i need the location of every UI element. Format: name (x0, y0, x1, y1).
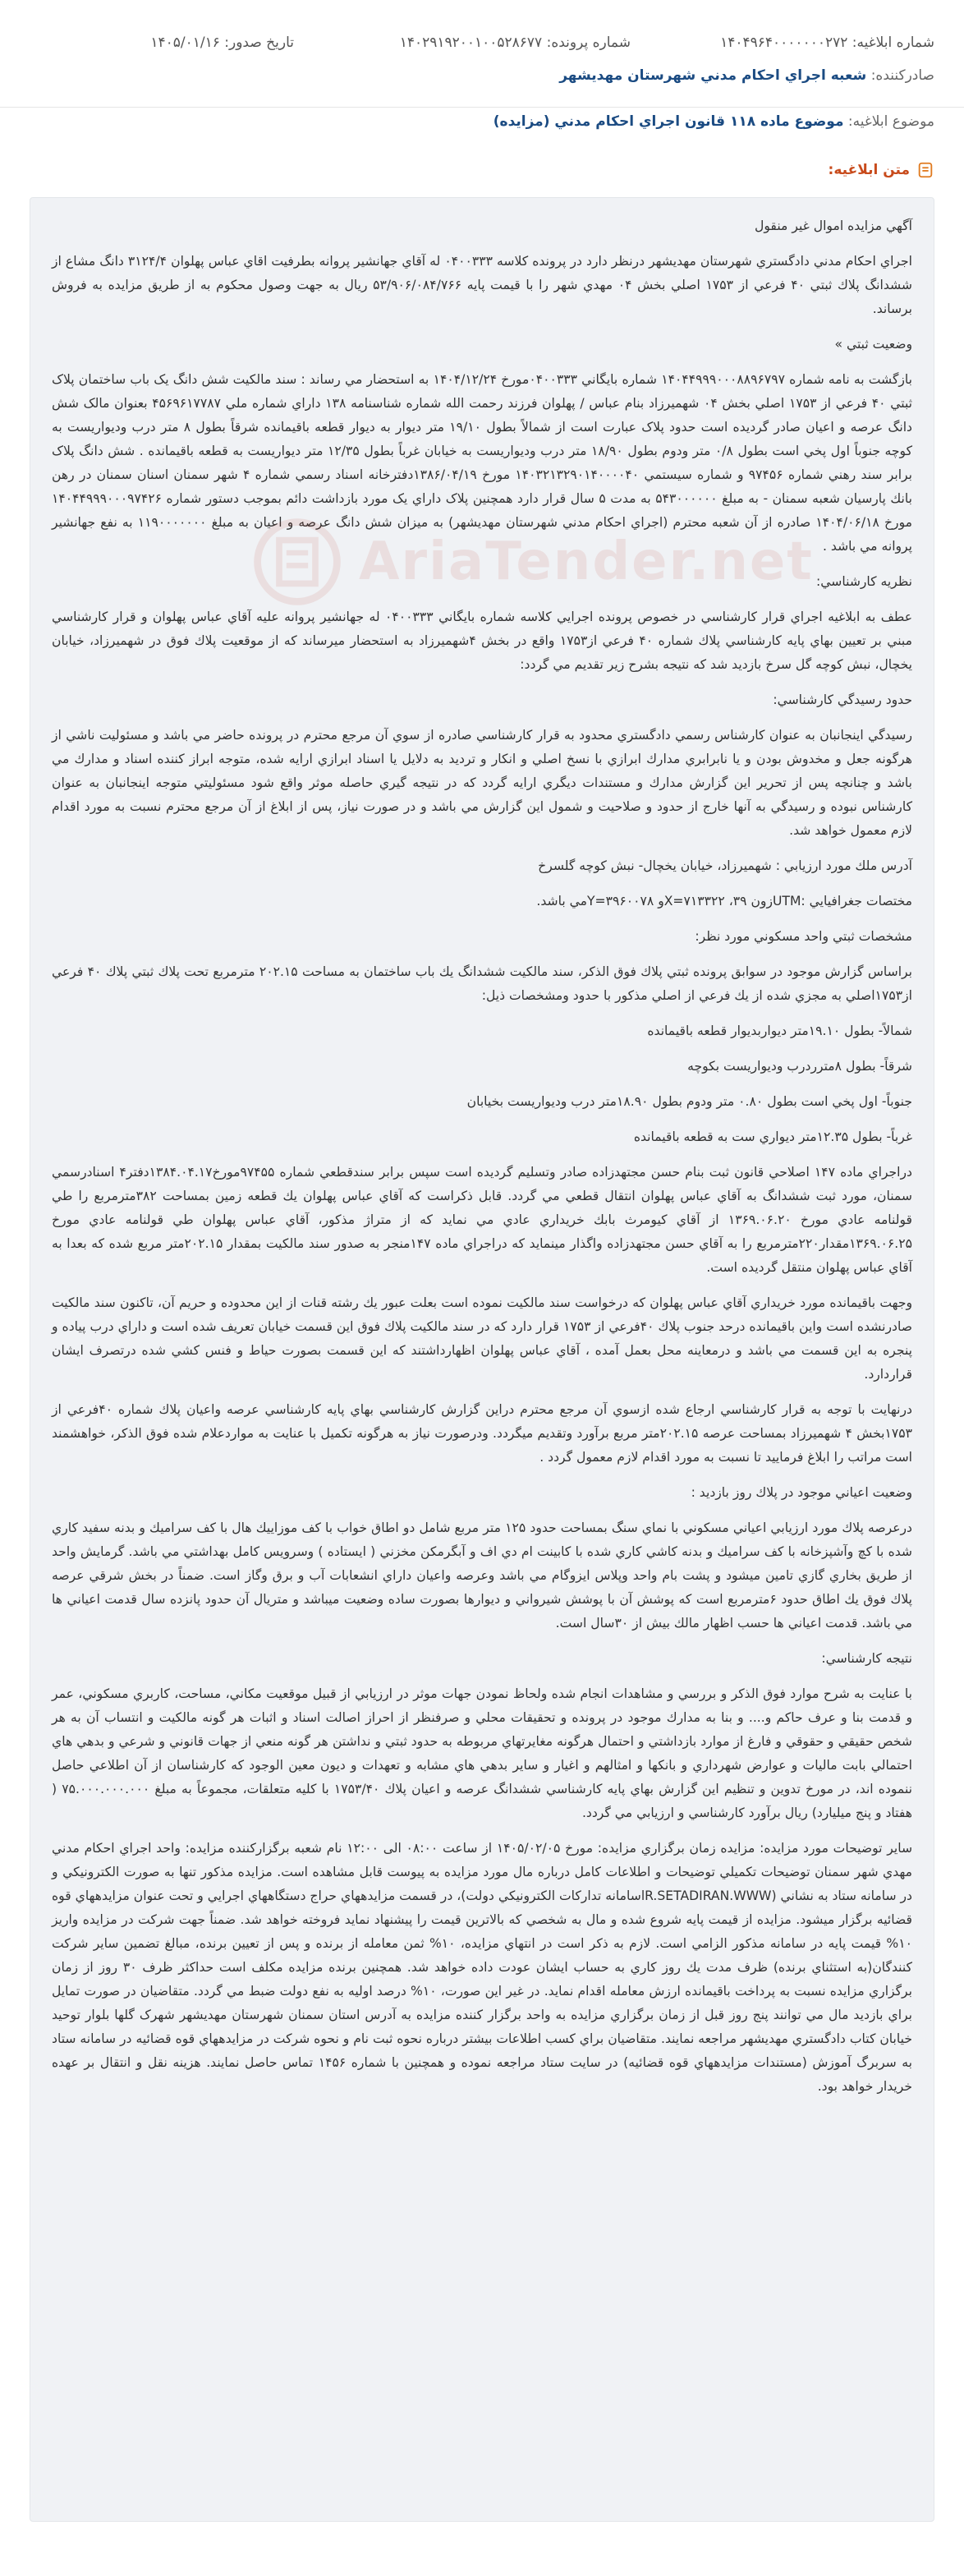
notice-number-value: ۱۴۰۴۹۶۴۰۰۰۰۰۰۰۲۷۲ (720, 34, 848, 51)
paragraph: آگهي مزايده اموال غير منقول (755, 218, 912, 233)
issue-date-value: ۱۴۰۵/۰۱/۱۶ (150, 34, 220, 51)
notice-header (0, 0, 964, 108)
issuer-row (559, 67, 934, 84)
paragraph: وضعيت اعياني موجود در پلاك روز بازديد : (691, 1485, 912, 1500)
paragraph: اجراي احكام مدني دادگستري شهرستان مهديشهر درنظر دارد در پرونده كلاسه ۰۴۰۰۳۳۳ له آقاي جهانشير پروانه بطرفيت اقاي عباس پهلوان ۳۱۲۴/۴ دانگ مشاع از ششدانگ پلاك ثبتي ۴۰ فرعي از ۱۷۵۳ اصلي بخش ۰۴ مهدي شهر را با قيمت پايه ۵۳/۹۰۶/۰۸۴/۷۶۶ ريال به جهت وصول محكوم به از طريق مزايده به فروش برساند. (52, 254, 912, 316)
body-heading-label: متن ابلاغیه: (828, 162, 910, 178)
paragraph: نتيجه كارشناسي: (821, 1651, 912, 1666)
paragraph: جنوباً- اول پخي است بطول ۰.۸۰ متر ودوم بطول ۱۸.۹۰متر درب وديواريست بخيابان (466, 1094, 912, 1109)
case-number-label: شماره پرونده: (546, 34, 631, 51)
paragraph: وجهت باقيمانده مورد خريداري آقاي عباس پهلوان كه درخواست سند مالكيت نموده است بعلت عبور يك رشته قنات از اين محدوده و حريم آن، تاكنون سند مالكيت صادرنشده است واين باقيمانده درحد جنوب پلاك ۴۰فرعي از ۱۷۵۳ قرار دارد كه در سند مالكيت پلاك فوق اين قسمت خيابان تعريف شده است و داراي درب پياده و پنجره به اين قسمت مي باشد و درمعاينه محل بعمل آمده ، آقاي عباس پهلوان اظهارداشتند كه اين قسمت بصورت حياط و فنس كشي شده درتصرف ايشان قراردارد. (52, 1295, 912, 1382)
paragraph: دراجراي ماده ۱۴۷ اصلاحي قانون ثبت بنام حسن مجتهدزاده صادر وتسليم گرديده است سپس برابر سندقطعي شماره ۹۷۴۵۵مورخ۱۳۸۴.۰۴.۱۷دفتر۴ اسنادرسمي سمنان، مورد ثبت ششدانگ به آقاي عباس پهلوان انتقال قطعي مي گردد. قابل ذكراست كه آقاي عباس پهلوان يك قطعه زمين بمساحت ۳۸۲مترمربع را طي قولنامه عادي مورخ ۱۳۶۹.۰۶.۲۰ از آقاي كيومرث بابك خريداري عادي مي نمايد كه از متراژ مذكور، آقاي عباس پهلوان طي قولنامه عادي مورخ ۱۳۶۹.۰۶.۲۵مقدار۲۲۰مترمربع را به آقاي حسن مجتهدزاده واگذار مينمايد كه دراجراي ماده ۱۴۷منجر به صدور سند مالكيت بمقدار ۲۰۲.۱۵متر مربع شده كه بعدا به آقاي عباس پهلوان منتقل گرديده است. (52, 1165, 913, 1275)
subject-row (493, 113, 934, 130)
paragraph: آدرس ملك مورد ارزيابي : شهميرزاد، خيابان يخچال- نبش كوچه گلسرخ (538, 858, 912, 873)
paragraph: وضعيت ثبتي » (834, 337, 912, 352)
case-number-value: ۱۴۰۲۹۱۹۲۰۰۱۰۰۵۲۸۶۷۷ (399, 34, 543, 51)
notice-meta-row (30, 34, 934, 59)
watermark-text: AriaTender.net (359, 531, 814, 592)
subject-label: موضوع ابلاغیه: (847, 113, 934, 130)
paragraph: مشخصات ثبتي واحد مسكوني مورد نظر: (695, 929, 912, 944)
notice-number-label: شماره ابلاغیه: (852, 34, 934, 51)
signature-line: ساير توضيحات مورد مزايده: مزايده زمان برگزاري مزايده: مورخ ۱۴۰۵/۰۲/۰۵ از ساعت ۰۸:۰۰ الی ۱۲:۰۰ نام شعبه برگزاركننده مزايده: واحد اجراي احكام مدني مهدي شهر سمنان توضيحات تكميلي توضيحات و اطلاعات كامل درباره مال مورد مزايده به پيوست قابل مشاهده است. مزايده مذكور تنها به صورت الكترونيكي و در سامانه ستاد به نشاني (R.SETADIRAN.WWWاسامانه تداركات الكترونيكي دولت)، در قسمت مزايدههاي حراج دستگاههاي اجرايي و تحت عنوان مزايدههاي قوه قضائيه برگزار ميشود. مزايده از قيمت پايه شروع شده و مال به شخصي كه بالاترين قيمت را پيشنهاد نمايد فروخته خواهد شد. ضمناً جهت شركت در مزايده واريز ۱۰% قيمت پايه در سامانه مذكور الزامي است. لازم به ذكر است در انتهاي مزايده، ۱۰% ثمن معامله از برنده و پس از تعيين برنده، مبالغ تضمين ساير شركت كنندگان(به استثناي برنده) ظرف مدت يك روز كاري به حساب ايشان عودت داده خواهد شد. همچنين برنده مزايده مكلف است حداكثر ظرف ۳۰ روز از زمان برگزاري مزايده نسبت به پرداخت باقيمانده ارزش معامله اقدام نمايد. در غير اين صورت، ۱۰% درصد اوليه به نفع دولت ضبط مي گردد. متقاضيان در صورت تمايل براي بازديد مال مي توانند پنج روز قبل از زمان برگزاري مزايده به واحد برگزار كننده مزايده به آدرس استان سمنان شهرستان مهديشهر شهرک گلها بلوار توحيد خيابان كتاب دادگستري مهديشهر مراجعه نمايند. متقاضيان براي كسب اطلاعات بيشتر درباره نحوه ثبت نام و نحوه شركت در مزايدههاي قوه قضائيه در سامانه ستاد به سربرگ آموزش (مستندات مزايدههاي قوه قضائيه) در سايت ستاد مراجعه نموده و همچنين با شماره ۱۴۵۶ تماس حاصل نمايند. هزينه نقل و انتقال بر عهده خريدار خواهد بود. (52, 1841, 913, 2094)
issuer-value: شعبه اجراي احكام مدني شهرستان مهديشهر (559, 67, 867, 84)
subject-value: موضوع ماده ۱۱۸ قانون اجراي احكام مدني (مزايده) (493, 113, 844, 130)
paragraph: رسيدگي اينجانبان به عنوان كارشناس رسمي دادگستري محدود به قرار كارشناسي صادره از سوي آن مرجع محترم در پرونده حاضر مي باشد و مسئوليت ناشي از هرگونه جعل و مخدوش بودن و يا نابرابري مدارك ابرازي با نسخ اصلي و انكار و ترديد به دلايل يا اسناد ابرازي ارايه شده، متوجه ابراز كننده اسناد و مدارك مي باشد و چنانچه پس از تحرير اين گزارش مدارك و مستندات ديگري ارايه گردد كه در نتيجه گيري حاصله موثر واقع شود مسئوليتي متوجه اينجانبان به عنوان كارشناس نبوده و رسيدگي به آنها خارج از حدود و صلاحيت و شمول اين گزارش مي باشد و در صورت نياز، پس از ابلاغ از آن مرجع محترم نسبت به مورد اقدام لازم معمول خواهد شد. (52, 728, 912, 838)
paragraph: با عنايت به شرح موارد فوق الذكر و بررسي و مشاهدات انجام شده ولحاظ نمودن جهات موثر در ارزيابي از قبيل موقعيت مكاني، مساحت، كاربري مسكوني، عمر و قدمت بنا و عرف حاكم و.... و بنا به مدارك موجود در پرونده و تحقيقات محلي و صرفنظر از احراز اصالت اسناد و اثبات هر گونه مالكيت و انتساب آن به هر شخص حقيقي و حقوقي و فارغ از موارد بازداشتي و احتمال هرگونه مغايرتهاي مربوطه به حدود ثبتي و نداشتن هر گونه منعي از جهات قانوني و شرعي و بدهي هاي احتمالي بابت ماليات و عوارض شهرداري و بانكها و امثالهم و اغيار و ساير بدهي هاي مشابه و تعهدات و ديون معين الوجود كه كارشناسان از آن اطلاعي حاصل ننموده اند، در مورخ تدوين و تنظيم اين گزارش بهاي پايه كارشناسي ششدانگ عرصه و اعيان پلاك ۱۷۵۳/۴۰ با كليه متعلقات، مجموعاً به مبلغ ۷۵.۰۰۰.۰۰۰.۰۰۰ ( هفتاد و پنج ميليارد) ريال برآورد كارشناسي و ارزيابي مي گردد. (52, 1686, 912, 1820)
paragraph: حدود رسيدگي كارشناسي: (773, 692, 912, 707)
paragraph: غرباً- بطول ۱۲.۳۵متر ديواري ست به قطعه باقيمانده (633, 1129, 912, 1144)
paragraph: براساس گزارش موجود در سوابق پرونده ثبتي پلاك فوق الذكر، سند مالكيت ششدانگ يك باب ساختمان به مساحت ۲۰۲.۱۵ مترمربع تحت پلاك ثبتي پلاك ۴۰ فرعي از۱۷۵۳اصلي به مجزي شده از يك فرعي از اصلي مذكور با حدود ومشخصات ذيل: (52, 964, 912, 1003)
paragraph: بازگشت به نامه شماره ۱۴۰۴۴۹۹۹۰۰۰۸۸۹۶۷۹۷ شماره بايگاني ۰۴۰۰۳۳۳مورخ ۱۴۰۴/۱۲/۲۴ به استحضار مي رساند : سند مالكيت شش دانگ يک باب ساختمان پلاک ثبتي ۴۰ فرعي از ۱۷۵۳ اصلي بخش ۰۴ شهميرزاد بنام عباس / پهلوان فرزند رحمت الله شماره شناسنامه ۱۳۸ داراي شماره ملي ۴۵۶۹۶۱۷۷۸۷ بعنوان مالک شش دانگ عرصه و اعيان صادر گرديده است حدود پلاک عبارت است از شمالاً بطول ۱۹/۱۰ متر ديوار به ديوار قطعه باقيمانده شرقاً بطول ۸ متر درب وديواريست به کوچه جنوباً اول پخي است بطول ۰/۸ متر ودوم بطول ۱۸/۹۰ متر درب وديواريست به خيابان غرباً بطول ۱۲/۳۵ متر ديواريست به قطعه باقيمانده . شش دانگ پلاک برابر سند رهني شماره ۹۷۴۵۶ و شماره سيستمي ۱۴۰۳۲۱۳۲۹۰۱۴۰۰۰۰۴۰ مورخ ۱۳۸۶/۰۴/۱۹دفترخانه اسناد رسمي شماره ۴ شهر سمنان اسنان سمنان در رهن بانك پارسيان شعبه سمنان - به مبلغ ۵۴۳۰۰۰۰۰۰ به مدت ۵ سال قرار دارد همچنين پلاک داراي يک مورد بازداشت دائم بموجب دستور شماره ۱۴۰۴۴۹۹۹۰۰۰۹۷۴۲۶ مورخ ۱۴۰۴/۰۶/۱۸ صادره از آن شعبه محترم (اجراي احكام مدني شهرستان مهديشهر) به ميزان شش دانگ عرصه و اعيان به مبلغ ۱۱۹۰۰۰۰۰۰۰ به نفع جهانشير پروانه مي باشد . (52, 372, 913, 554)
paragraph: نظريه كارشناسي: (816, 574, 912, 589)
paragraph: عطف به ابلاغيه اجراي قرار كارشناسي در خصوص پرونده اجرايي كلاسه شماره بايگاني ۰۴۰۰۳۳۳ له جهانشير پروانه عليه آقاي عباس پهلوان و قرار كارشناسي مبني بر تعيين بهاي پايه كارشناسي پلاك شماره ۴۰ فرعي از۱۷۵۳ واقع در بخش ۴شهميرزاد به استحضار ميرساند كه از موقعيت پلاك فوق در شهميرزاد، خيابان يخچال، نبش كوچه گل سرخ بازديد شد كه نتيجه بشرح زير تقديم مي گردد: (52, 610, 913, 672)
notice-number (720, 34, 934, 51)
issue-date-label: تاریخ صدور: (224, 34, 294, 51)
paragraph: شرقاً- بطول ۸مترردرب وديواريست بكوچه (687, 1059, 912, 1074)
case-number (400, 34, 631, 51)
paragraph: درعرصه پلاك مورد ارزيابي اعياني مسكوني با نماي سنگ بمساحت حدود ۱۲۵ متر مربع شامل دو اطاق خواب با كف موزاييك هال با كف سراميك و بدنه سفيد كاري شده با كچ وآشپزخانه با كف سراميك و بدنه كاشي كاري شده با كابينت ام دي اف و آبگرمكن مخزني ( ايستاده ) وسرويس كامل بهداشتي مي باشد. گرمايش واحد از طريق بخاري گازي تامين ميشود و پشت بام واحد وپلاس ايزوگام مي باشد وعرصه واعيان داراي انشعابات آب و برق وگاز است. ضمناً در بخش شرقي عرصه پلاك فوق يك اطاق حدود ۶مترمربع است كه پوشش آن با پوشش شيرواني و ديوارها بصورت ساده وضعيت ميباشد و متريال آن حدود پانزده سال قدمت اعياني ها مي باشد. قدمت اعياني ها حسب اظهار مالك بيش از ۳۰سال است. (52, 1520, 912, 1631)
body-heading (829, 161, 934, 179)
issue-date (150, 34, 294, 51)
paragraph: مختصات جغرافيايي :UTMزون ۳۹، X=۷۱۳۳۲۲و Y=۳۹۶۰۰۷۸مي باشد. (536, 894, 912, 908)
paragraph: شمالاً- بطول ۱۹.۱۰متر ديواربديوار قطعه باقيمانده (647, 1024, 912, 1038)
paragraph: درنهايت با توجه به قرار كارشناسي ارجاع شده ازسوي آن مرجع محترم دراين گزارش كارشناسي بهاي پايه كارشناسي عرصه واعيان پلاك شماره ۴۰فرعي از ۱۷۵۳بخش ۴ شهميرزاد بمساحت عرصه ۲۰۲.۱۵متر مربع برآورد وتقديم ميگردد. ودرصورت نياز به هرگونه تكميل با عنايت به مواردعلام شده فوق الذكر، خواهشمند است مراتب را ابلاغ فرماييد تا نسبت به مورد اقدام لازم معمول گردد . (52, 1402, 912, 1465)
issuer-label: صادرکننده: (870, 67, 934, 84)
notice-body (30, 197, 934, 2522)
document-icon (916, 161, 934, 179)
